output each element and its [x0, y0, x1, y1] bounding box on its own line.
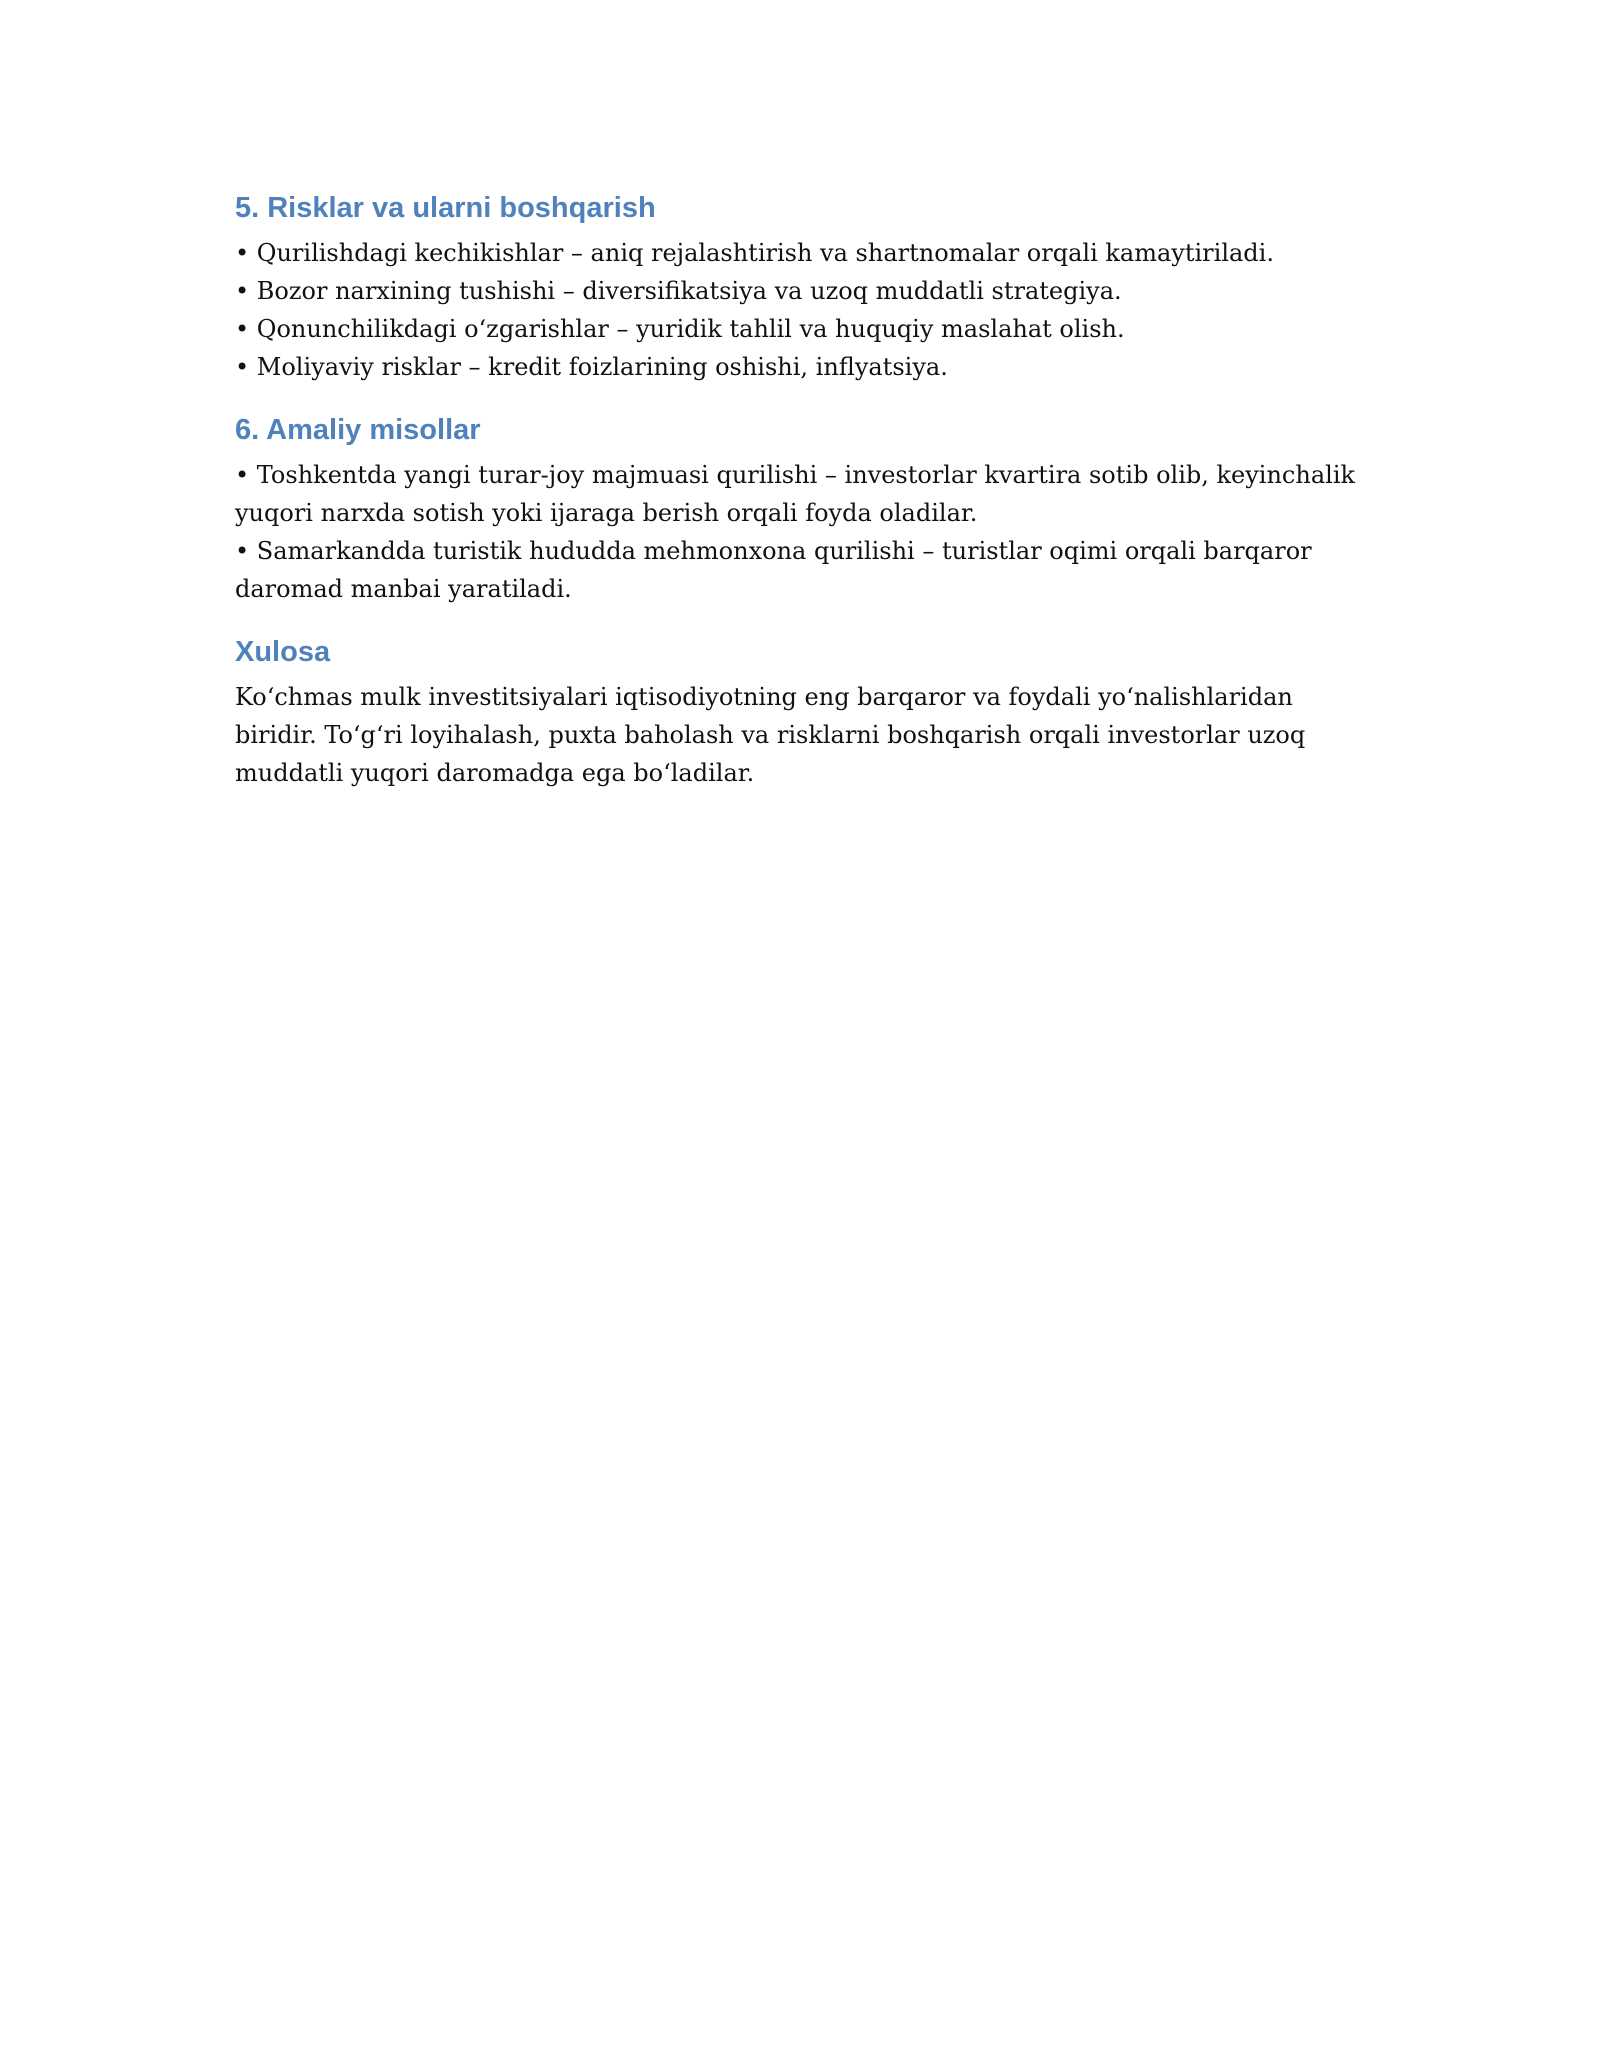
list-item: • Qonunchilikdagi oʻzgarishlar – yuridik tahlil va huquqiy maslahat olish. [235, 315, 1125, 343]
list-item: • Bozor narxining tushishi – diversifikatsiya va uzoq muddatli strategiya. [235, 277, 1122, 305]
list-item: • Toshkentda yangi turar-joy majmuasi qurilishi – investorlar kvartira sotib olib, keyinchalik yuqori narxda sotish yoki ijaraga berish orqali foyda oladilar. [235, 461, 1356, 527]
conclusion-paragraph: Koʻchmas mulk investitsiyalari iqtisodiyotning eng barqaror va foydali yoʻnalishlaridan biridir. Toʻgʻri loyihalash, puxta baholash va risklarni boshqarish orqali investorlar uzoq muddatli yuqori daromadga ega boʻladilar. [235, 683, 1306, 787]
section-examples [235, 412, 1375, 608]
section-heading: 5. Risklar va ularni boshqarish [235, 192, 656, 224]
section-risks [235, 190, 1375, 386]
section-heading: Xulosa [235, 636, 331, 668]
section-heading: 6. Amaliy misollar [235, 414, 481, 446]
list-item: • Moliyaviy risklar – kredit foizlarining oshishi, inflyatsiya. [235, 353, 948, 381]
document-body [235, 190, 1375, 818]
section-conclusion [235, 634, 1375, 792]
list-item: • Samarkandda turistik hududda mehmonxona qurilishi – turistlar oqimi orqali barqaror daromad manbai yaratiladi. [235, 537, 1312, 603]
list-item: • Qurilishdagi kechikishlar – aniq rejalashtirish va shartnomalar orqali kamaytiriladi. [235, 239, 1274, 267]
